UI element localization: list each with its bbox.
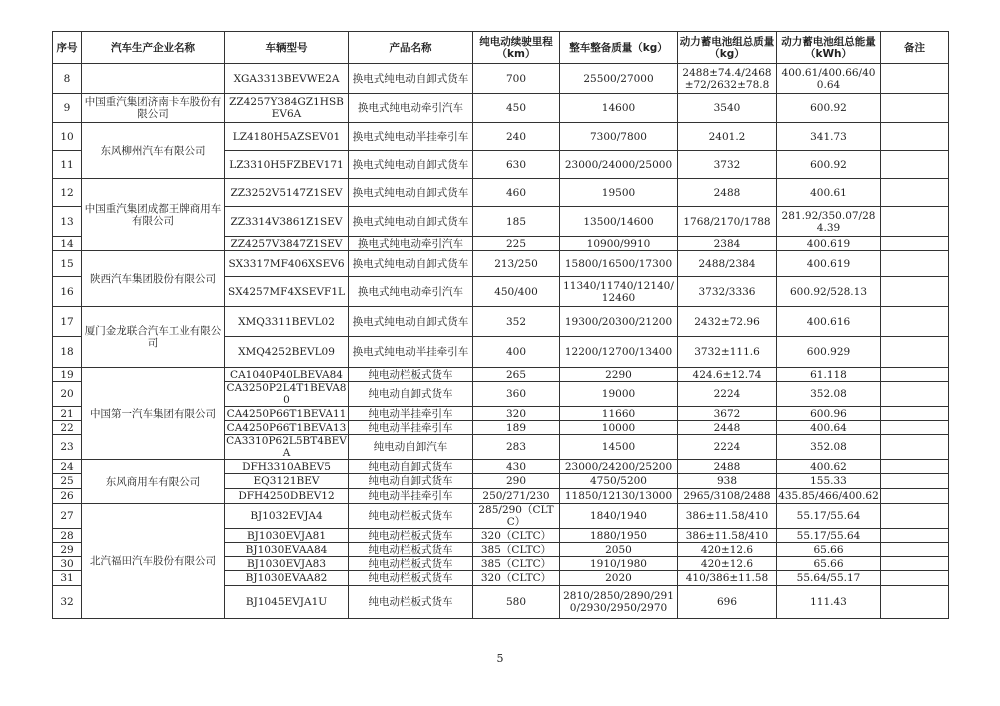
curb-mass-cell: 11340/11740/12140/12460: [560, 277, 678, 307]
vehicle-table: [52, 31, 949, 619]
row-number-cell: 8: [53, 64, 82, 94]
curb-mass-cell: 4750/5200: [560, 474, 678, 489]
model-cell: BJ1032EVJA4: [225, 504, 349, 529]
curb-mass-cell: 1910/1980: [560, 557, 678, 571]
battery-energy-cell: 400.61: [777, 179, 881, 207]
column-header: 车辆型号: [225, 32, 349, 64]
row-number-cell: 17: [53, 307, 82, 337]
product-name-cell: 纯电动半挂牵引车: [349, 421, 473, 435]
curb-mass-cell: 10000: [560, 421, 678, 435]
battery-energy-cell: 400.616: [777, 307, 881, 337]
curb-mass-cell: 15800/16500/17300: [560, 251, 678, 277]
remark-cell: [881, 460, 949, 474]
column-header: 汽车生产企业名称: [82, 32, 225, 64]
range-cell: 250/271/230: [473, 489, 560, 504]
column-header: 纯电动续驶里程（km）: [473, 32, 560, 64]
product-name-cell: 换电式纯电动半挂牵引车: [349, 123, 473, 151]
remark-cell: [881, 586, 949, 619]
company-cell: 东风商用车有限公司: [82, 460, 225, 504]
company-cell: 中国重汽集团济南卡车股份有限公司: [82, 94, 225, 123]
product-name-cell: 纯电动栏板式货车: [349, 586, 473, 619]
remark-cell: [881, 571, 949, 586]
table-row: [53, 179, 949, 207]
range-cell: 320: [473, 407, 560, 421]
range-cell: 283: [473, 435, 560, 460]
column-header: 动力蓄电池组总质量（kg）: [678, 32, 777, 64]
curb-mass-cell: 10900/9910: [560, 237, 678, 251]
range-cell: 385（CLTC）: [473, 557, 560, 571]
row-number-cell: 26: [53, 489, 82, 504]
remark-cell: [881, 368, 949, 382]
battery-mass-cell: 2965/3108/2488: [678, 489, 777, 504]
battery-energy-cell: 600.96: [777, 407, 881, 421]
range-cell: 240: [473, 123, 560, 151]
remark-cell: [881, 489, 949, 504]
remark-cell: [881, 557, 949, 571]
battery-energy-cell: 155.33: [777, 474, 881, 489]
remark-cell: [881, 504, 949, 529]
remark-cell: [881, 277, 949, 307]
battery-energy-cell: 55.64/55.17: [777, 571, 881, 586]
remark-cell: [881, 421, 949, 435]
battery-energy-cell: 65.66: [777, 557, 881, 571]
battery-energy-cell: 600.92: [777, 151, 881, 179]
battery-mass-cell: 3732: [678, 151, 777, 179]
model-cell: ZZ4257V3847Z1SEV: [225, 237, 349, 251]
curb-mass-cell: 2290: [560, 368, 678, 382]
curb-mass-cell: 2020: [560, 571, 678, 586]
curb-mass-cell: 2050: [560, 543, 678, 557]
row-number-cell: 21: [53, 407, 82, 421]
model-cell: CA4250P66T1BEVA11: [225, 407, 349, 421]
column-header: 产品名称: [349, 32, 473, 64]
range-cell: 360: [473, 382, 560, 407]
product-name-cell: 纯电动栏板式货车: [349, 571, 473, 586]
model-cell: BJ1030EVJA81: [225, 529, 349, 543]
row-number-cell: 29: [53, 543, 82, 557]
model-cell: XMQ4252BEVL09: [225, 337, 349, 368]
range-cell: 290: [473, 474, 560, 489]
remark-cell: [881, 151, 949, 179]
curb-mass-cell: 25500/27000: [560, 64, 678, 94]
remark-cell: [881, 207, 949, 237]
curb-mass-cell: 1880/1950: [560, 529, 678, 543]
range-cell: 630: [473, 151, 560, 179]
battery-energy-cell: 600.929: [777, 337, 881, 368]
product-name-cell: 纯电动栏板式货车: [349, 504, 473, 529]
product-name-cell: 换电式纯电动牵引汽车: [349, 94, 473, 123]
battery-mass-cell: 3672: [678, 407, 777, 421]
battery-energy-cell: 400.64: [777, 421, 881, 435]
range-cell: 430: [473, 460, 560, 474]
product-name-cell: 纯电动栏板式货车: [349, 368, 473, 382]
model-cell: XMQ3311BEVL02: [225, 307, 349, 337]
battery-energy-cell: 352.08: [777, 382, 881, 407]
product-name-cell: 纯电动自卸汽车: [349, 435, 473, 460]
battery-energy-cell: 61.118: [777, 368, 881, 382]
battery-mass-cell: 386±11.58/410: [678, 529, 777, 543]
battery-energy-cell: 600.92/528.13: [777, 277, 881, 307]
row-number-cell: 31: [53, 571, 82, 586]
curb-mass-cell: 2810/2850/2890/2910/2930/2950/2970: [560, 586, 678, 619]
battery-mass-cell: 2488±74.4/2468±72/2632±78.8: [678, 64, 777, 94]
product-name-cell: 换电式纯电动自卸式货车: [349, 179, 473, 207]
product-name-cell: 换电式纯电动自卸式货车: [349, 64, 473, 94]
battery-energy-cell: 111.43: [777, 586, 881, 619]
battery-mass-cell: 2401.2: [678, 123, 777, 151]
column-header: 备注: [881, 32, 949, 64]
range-cell: 580: [473, 586, 560, 619]
curb-mass-cell: 14500: [560, 435, 678, 460]
product-name-cell: 换电式纯电动半挂牵引车: [349, 337, 473, 368]
model-cell: CA4250P66T1BEVA13: [225, 421, 349, 435]
curb-mass-cell: 19000: [560, 382, 678, 407]
model-cell: ZZ4257Y384GZ1HSBEV6A: [225, 94, 349, 123]
model-cell: SX3317MF406XSEV6: [225, 251, 349, 277]
product-name-cell: 换电式纯电动自卸式货车: [349, 307, 473, 337]
battery-mass-cell: 386±11.58/410: [678, 504, 777, 529]
row-number-cell: 9: [53, 94, 82, 123]
battery-energy-cell: 352.08: [777, 435, 881, 460]
company-cell: 中国第一汽车集团有限公司: [82, 368, 225, 460]
battery-energy-cell: 435.85/466/400.62: [778, 490, 879, 502]
remark-cell: [881, 94, 949, 123]
model-cell: BJ1030EVAA84: [225, 543, 349, 557]
curb-mass-cell: 19500: [560, 179, 678, 207]
remark-cell: [881, 543, 949, 557]
row-number-cell: 25: [53, 474, 82, 489]
battery-mass-cell: 2224: [678, 435, 777, 460]
product-name-cell: 纯电动栏板式货车: [349, 529, 473, 543]
range-cell: 213/250: [473, 251, 560, 277]
row-number-cell: 10: [53, 123, 82, 151]
range-cell: 285/290（CLTC）: [473, 504, 560, 529]
battery-energy-cell: 400.61/400.66/400.64: [777, 64, 881, 94]
row-number-cell: 23: [53, 435, 82, 460]
row-number-cell: 11: [53, 151, 82, 179]
curb-mass-cell: 13500/14600: [560, 207, 678, 237]
range-cell: 320（CLTC）: [473, 571, 560, 586]
row-number-cell: 16: [53, 277, 82, 307]
battery-mass-cell: 3540: [678, 94, 777, 123]
curb-mass-cell: 7300/7800: [560, 123, 678, 151]
battery-mass-cell: 2384: [678, 237, 777, 251]
battery-mass-cell: 420±12.6: [678, 543, 777, 557]
product-name-cell: 换电式纯电动自卸式货车: [349, 151, 473, 179]
remark-cell: [881, 337, 949, 368]
model-cell: CA1040P40LBEVA84: [225, 368, 349, 382]
model-cell: EQ3121BEV: [225, 474, 349, 489]
table-row: [53, 504, 949, 529]
product-name-cell: 纯电动自卸式货车: [349, 474, 473, 489]
remark-cell: [881, 407, 949, 421]
range-cell: 400: [473, 337, 560, 368]
column-header: 动力蓄电池组总能量（kWh）: [777, 32, 881, 64]
battery-energy-cell: 400.62: [777, 460, 881, 474]
product-name-cell: 纯电动半挂牵引车: [349, 407, 473, 421]
model-cell: LZ4180H5AZSEV01: [225, 123, 349, 151]
row-number-cell: 32: [53, 586, 82, 619]
table-row: [53, 307, 949, 337]
curb-mass-cell: 11660: [560, 407, 678, 421]
battery-mass-cell: 2488: [678, 179, 777, 207]
row-number-cell: 19: [53, 368, 82, 382]
row-number-cell: 27: [53, 504, 82, 529]
curb-mass-cell: 11850/12130/13000: [560, 489, 678, 504]
curb-mass-cell: 14600: [560, 94, 678, 123]
company-cell: 陕西汽车集团股份有限公司: [82, 251, 225, 307]
table-row: [53, 251, 949, 277]
product-name-cell: 纯电动自卸式货车: [349, 460, 473, 474]
curb-mass-cell: 19300/20300/21200: [560, 307, 678, 337]
battery-energy-cell: 400.619: [777, 237, 881, 251]
model-cell: BJ1030EVAA82: [225, 571, 349, 586]
battery-mass-cell: 2432±72.96: [678, 307, 777, 337]
battery-energy-cell: 65.66: [777, 543, 881, 557]
range-cell: 700: [473, 64, 560, 94]
battery-mass-cell: 3732/3336: [678, 277, 777, 307]
product-name-cell: 换电式纯电动牵引汽车: [349, 277, 473, 307]
battery-energy-cell: 281.92/350.07/284.39: [777, 207, 881, 237]
company-cell: [82, 64, 225, 94]
product-name-cell: 纯电动栏板式货车: [349, 543, 473, 557]
table-header-row: [53, 32, 949, 64]
range-cell: 460: [473, 179, 560, 207]
table-row: [53, 368, 949, 382]
battery-mass-cell: 424.6±12.74: [678, 368, 777, 382]
row-number-cell: 14: [53, 237, 82, 251]
remark-cell: [881, 474, 949, 489]
range-cell: 352: [473, 307, 560, 337]
row-number-cell: 20: [53, 382, 82, 407]
company-cell: 厦门金龙联合汽车工业有限公司: [82, 307, 225, 368]
range-cell: 450/400: [473, 277, 560, 307]
range-cell: 450: [473, 94, 560, 123]
product-name-cell: 纯电动自卸式货车: [349, 382, 473, 407]
company-cell: 中国重汽集团成都王牌商用车有限公司: [82, 179, 225, 251]
remark-cell: [881, 64, 949, 94]
table-row: [53, 123, 949, 151]
row-number-cell: 13: [53, 207, 82, 237]
battery-energy-cell: 55.17/55.64: [777, 529, 881, 543]
model-cell: LZ3310H5FZBEV171: [225, 151, 349, 179]
product-name-cell: 换电式纯电动自卸式货车: [349, 251, 473, 277]
remark-cell: [881, 123, 949, 151]
remark-cell: [881, 307, 949, 337]
row-number-cell: 28: [53, 529, 82, 543]
product-name-cell: 纯电动半挂牵引车: [349, 489, 473, 504]
remark-cell: [881, 382, 949, 407]
page-number: 5: [496, 652, 504, 665]
range-cell: 320（CLTC）: [473, 529, 560, 543]
model-cell: SX4257MF4XSEVF1L: [225, 277, 349, 307]
row-number-cell: 12: [53, 179, 82, 207]
model-cell: BJ1030EVJA83: [225, 557, 349, 571]
battery-energy-cell: 341.73: [777, 123, 881, 151]
curb-mass-cell: 12200/12700/13400: [560, 337, 678, 368]
product-name-cell: 纯电动栏板式货车: [349, 557, 473, 571]
remark-cell: [881, 251, 949, 277]
battery-mass-cell: 2224: [678, 382, 777, 407]
model-cell: XGA3313BEVWE2A: [225, 64, 349, 94]
curb-mass-cell: 1840/1940: [560, 504, 678, 529]
table-row: [53, 64, 949, 94]
row-number-cell: 18: [53, 337, 82, 368]
table-row: [53, 460, 949, 474]
curb-mass-cell: 23000/24200/25200: [560, 460, 678, 474]
column-header: 整车整备质量（kg）: [560, 32, 678, 64]
remark-cell: [881, 529, 949, 543]
company-cell: 东风柳州汽车有限公司: [82, 123, 225, 179]
battery-mass-cell: 420±12.6: [678, 557, 777, 571]
battery-mass-cell: 3732±111.6: [678, 337, 777, 368]
range-cell: 225: [473, 237, 560, 251]
row-number-cell: 24: [53, 460, 82, 474]
battery-mass-cell: 696: [678, 586, 777, 619]
battery-mass-cell: 410/386±11.58: [678, 571, 777, 586]
column-header: 序号: [53, 32, 82, 64]
battery-mass-cell: 2488: [678, 460, 777, 474]
battery-mass-cell: 2488/2384: [678, 251, 777, 277]
product-name-cell: 换电式纯电动自卸式货车: [349, 207, 473, 237]
model-cell: DFH3310ABEV5: [225, 460, 349, 474]
table-row: [53, 94, 949, 123]
row-number-cell: 15: [53, 251, 82, 277]
model-cell: DFH4250DBEV12: [225, 489, 349, 504]
model-cell: CA3310P62L5BT4BEVA: [226, 435, 347, 459]
row-number-cell: 30: [53, 557, 82, 571]
battery-energy-cell: 400.619: [777, 251, 881, 277]
range-cell: 189: [473, 421, 560, 435]
battery-energy-cell: 55.17/55.64: [777, 504, 881, 529]
battery-energy-cell: 600.92: [777, 94, 881, 123]
row-number-cell: 22: [53, 421, 82, 435]
range-cell: 265: [473, 368, 560, 382]
model-cell: ZZ3252V5147Z1SEV: [225, 179, 349, 207]
battery-mass-cell: 938: [678, 474, 777, 489]
remark-cell: [881, 435, 949, 460]
model-cell: CA3250P2L4T1BEVA80: [225, 382, 349, 407]
model-cell: ZZ3314V3861Z1SEV: [225, 207, 349, 237]
range-cell: 385（CLTC）: [473, 543, 560, 557]
range-cell: 185: [473, 207, 560, 237]
curb-mass-cell: 23000/24000/25000: [560, 151, 678, 179]
battery-mass-cell: 1768/2170/1788: [678, 207, 777, 237]
remark-cell: [881, 179, 949, 207]
model-cell: BJ1045EVJA1U: [225, 586, 349, 619]
battery-mass-cell: 2448: [678, 421, 777, 435]
remark-cell: [881, 237, 949, 251]
company-cell: 北汽福田汽车股份有限公司: [82, 504, 225, 619]
product-name-cell: 换电式纯电动牵引汽车: [349, 237, 473, 251]
